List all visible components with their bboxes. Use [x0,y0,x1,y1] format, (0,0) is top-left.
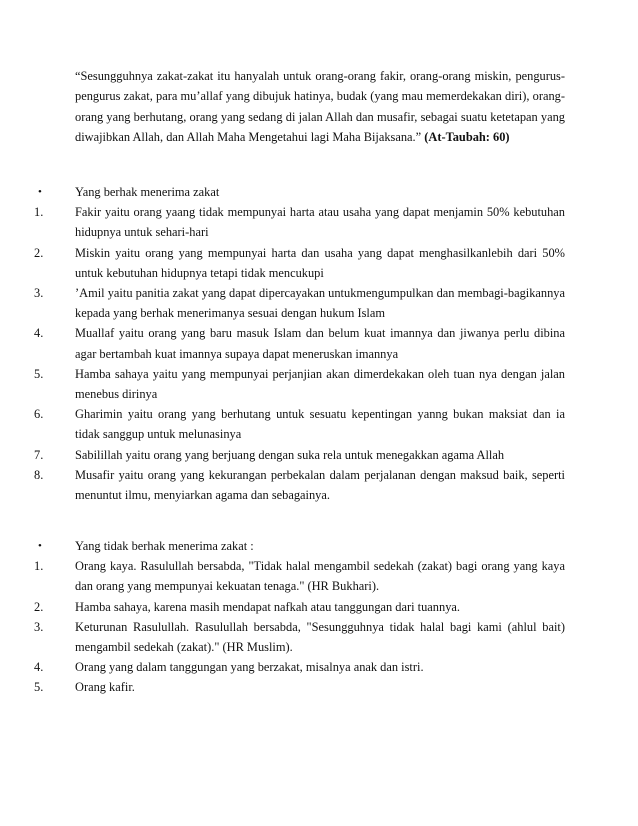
quote-text: “Sesungguhnya zakat-zakat itu hanyalah untuk orang-orang fakir, orang-orang miskin, pengurus-pengurus zakat, para mu’allaf yang dibujuk hatinya, budak (yang mau memerdekakan diri), orang-orang yang berhutang, orang yang sedang di jalan Allah dan musafir, sebagai suatu ketetapan yang diwajibkan Allah, dan Allah Maha Mengetahui lagi Maha Bijaksana.” [75,69,565,145]
section-heading-eligible [0,182,565,202]
list-item [0,283,565,323]
list-item [0,445,565,465]
list-item [0,657,565,677]
eligible-list [0,182,638,505]
item-text: Hamba sahaya yaitu yang mempunyai perjanjian akan dimerdekakan oleh tuan nya dengan jalan menebus dirinya [75,366,565,402]
item-number: 6. [34,407,44,422]
list-item [0,404,565,444]
item-text: Musafir yaitu orang yang kekurangan perbekalan dalam perjalanan dengan maksud baik, seperti menuntut ilmu, menyiarkan agama dan sebagainya. [75,467,565,503]
item-number: 4. [34,326,44,341]
item-number: 4. [34,660,44,675]
ineligible-list [0,536,638,698]
item-number: 2. [34,599,44,614]
item-text: Gharimin yaitu orang yang berhutang untuk sesuatu kepentingan yanng bukan maksiat dan ia tidak sanggup untuk melunasinya [75,407,565,442]
item-number: 3. [34,619,44,634]
list-item [0,597,565,617]
list-item [0,202,565,242]
list-item [0,677,565,697]
item-text: Hamba sahaya, karena masih mendapat nafkah atau tanggungan dari tuannya. [75,599,460,614]
bullet-icon: • [38,540,42,552]
item-text: Sabilillah yaitu orang yang berjuang dengan suka rela untuk menegakkan agama Allah [75,447,505,462]
item-text: Fakir yaitu orang yaang tidak mempunyai harta atau usaha yang dapat menjamin 50% kebutuhan hidupnya untuk sehari-hari [75,205,565,240]
item-text: Orang kafir. [75,680,135,695]
item-number: 8. [34,467,44,482]
section-heading-ineligible [0,536,565,556]
item-text: Orang yang dalam tanggungan yang berzakat, misalnya anak dan istri. [75,660,424,675]
list-item [0,465,565,505]
item-number: 7. [34,447,44,462]
item-text: Miskin yaitu orang yang mempunyai harta dan usaha yang dapat menghasilkanlebih dari 50% untuk kebutuhan hidupnya tetapi tidak mencukupi [75,245,565,280]
item-text: Muallaf yaitu orang yang baru masuk Islam dan belum kuat imannya dan jiwanya perlu dibina agar bertambah kuat imannya supaya dapat meneruskan imannya [75,326,565,361]
item-number: 2. [34,245,44,260]
item-number: 1. [34,559,44,574]
quote-source: (At-Taubah: 60) [424,130,510,145]
item-text: ’Amil yaitu panitia zakat yang dapat dipercayakan untukmengumpulkan dan membagi-bagikannya kepada yang berhak menerimanya sesuai dengan hukum Islam [75,286,565,321]
heading-text: Yang berhak menerima zakat [75,185,220,199]
item-number: 5. [34,366,44,381]
item-text: Orang kaya. Rasulullah bersabda, "Tidak halal mengambil sedekah (zakat) bagi orang yang kaya dan orang yang mempunyai kekuatan tenaga." (HR Bukhari). [75,559,565,594]
list-item [0,617,565,657]
item-number: 1. [34,205,44,220]
bullet-icon: • [38,186,42,198]
list-item [0,323,565,363]
item-number: 5. [34,680,44,695]
item-number: 3. [34,286,44,301]
list-item [0,556,565,596]
list-item [0,364,565,404]
item-text: Keturunan Rasulullah. Rasulullah bersabda, "Sesungguhnya tidak halal bagi kami (ahlul bait) mengambil sedekah (zakat)." (HR Muslim). [75,619,565,655]
list-item [0,243,565,283]
quran-quote [75,66,565,148]
heading-text: Yang tidak berhak menerima zakat : [75,539,254,553]
